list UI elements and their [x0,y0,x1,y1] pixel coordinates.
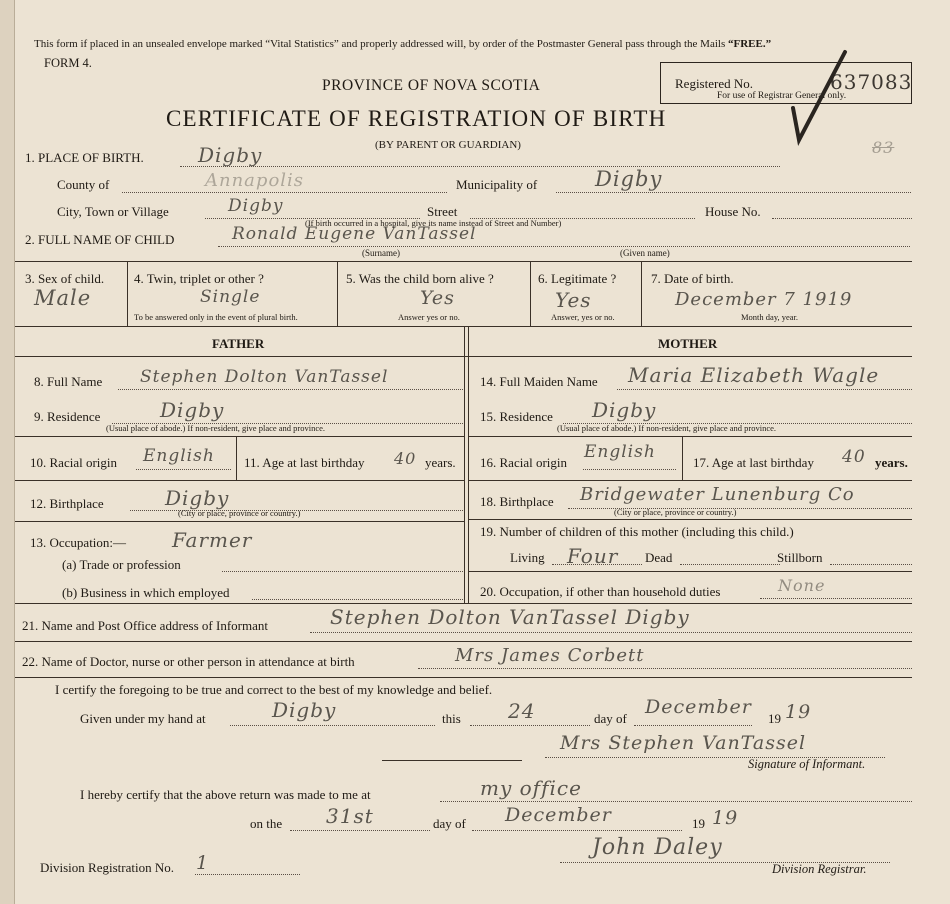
divider [682,436,683,480]
legitimate-note: Answer, yes or no. [551,312,615,322]
informant-signature: Mrs Stephen VanTassel [560,732,807,754]
registrar-month-line [472,830,682,831]
father-occupation-value: Farmer [172,528,253,552]
father-birthplace-note: (City or place, province or country.) [178,508,301,518]
notice-free: “FREE.” [727,38,772,50]
mother-name-label: 14. Full Maiden Name [480,374,598,389]
registrar-place-value: my office [480,776,582,800]
mother-occupation-label: 20. Occupation, if other than household duties [480,584,721,599]
divider [337,261,338,326]
given-year-value: 19 [785,701,812,723]
mother-age-label: 17. Age at last birthday [693,455,814,470]
place-of-birth-value: Digby [198,143,263,167]
father-heading: FATHER [212,336,265,351]
given-month-line [634,725,752,726]
dob-label: 7. Date of birth. [651,271,734,286]
dob-note: Month day, year. [741,312,799,322]
mailing-notice [34,38,771,50]
municipality-label: Municipality of [456,177,538,192]
mother-racial-value: English [584,442,656,462]
mother-residence-label: 15. Residence [480,409,553,424]
registrar-place-line [440,801,912,802]
mother-age-value: 40 [842,447,866,467]
mother-name-value: Maria Elizabeth Wagle [628,363,880,387]
page-title: CERTIFICATE OF REGISTRATION OF BIRTH [166,106,667,131]
twin-value: Single [200,287,261,307]
father-trade-label: (a) Trade or profession [62,557,181,572]
certify-statement: I certify the foregoing to be true and correct to the best of my knowledge and belief. [55,682,493,697]
divider [530,261,531,326]
mother-birthplace-note: (City or place, province or country.) [614,507,737,517]
father-trade-line [222,571,463,572]
child-name-value: Ronald Eugene VanTassel [232,224,477,244]
registered-no-label: Registered No. [675,76,753,91]
alive-label: 5. Was the child born alive ? [346,271,494,286]
registrar-day-of-label: day of [433,816,466,831]
mother-heading: MOTHER [658,336,718,351]
father-name-line [118,389,463,390]
on-the-label: on the [250,816,283,831]
street-label: Street [427,204,458,219]
father-name-value: Stephen Dolton VanTassel [140,367,389,387]
given-name-note: (Given name) [620,248,670,258]
mother-racial-label: 16. Racial origin [480,455,568,470]
living-value: Four [567,544,619,568]
attendant-label: 22. Name of Doctor, nurse or other person in attendance at birth [22,654,355,669]
page-subtitle: (BY PARENT OR GUARDIAN) [375,139,521,151]
stillborn-line [830,564,912,565]
attendant-line [418,668,912,669]
divider [15,603,912,604]
registration-number: 637083 [830,70,913,94]
living-label: Living [510,550,545,565]
divider [236,436,237,480]
dead-line [680,564,780,565]
year-prefix: 19 [768,711,781,726]
father-birthplace-value: Digby [165,486,230,510]
child-name-label: 2. FULL NAME OF CHILD [25,232,175,247]
this-label: this [442,711,461,726]
attendant-value: Mrs James Corbett [455,645,645,666]
mother-age-unit: years. [875,455,908,470]
informant-label: 21. Name and Post Office address of Informant [22,618,268,633]
alive-note: Answer yes or no. [398,312,460,322]
given-place-line [230,725,435,726]
place-of-birth-line [180,166,780,167]
street-note: (If birth occurred in a hospital, give its name instead of Street and Number) [305,218,562,228]
mother-residence-value: Digby [592,398,657,422]
sex-value: Male [34,286,92,310]
registrar-statement: I hereby certify that the above return was made to me at [80,787,371,802]
father-name-label: 8. Full Name [34,374,103,389]
registrar-day-line [290,830,430,831]
county-value: Annapolis [205,170,305,191]
father-residence-value: Digby [160,398,225,422]
stillborn-label: Stillborn [777,550,823,565]
father-racial-label: 10. Racial origin [30,455,118,470]
father-age-value: 40 [394,449,417,468]
given-day-line [470,725,590,726]
informant-signature-caption: Signature of Informant. [748,757,866,771]
divider [468,519,912,520]
divider [15,436,464,437]
alive-value: Yes [420,287,455,309]
city-value: Digby [228,196,284,216]
child-name-line [218,246,910,247]
notice-text: This form if placed in an unsealed envelope marked “Vital Statistics” and properly addressed will, by order of the Postmaster General pass through the Mails [34,38,726,50]
divider [641,261,642,326]
divider [464,326,465,603]
divider [15,521,464,522]
corner-mark: 83 [872,138,895,157]
father-age-unit: years. [425,455,456,470]
registrar-signature: John Daley [592,835,723,860]
mother-name-line [617,389,912,390]
father-occupation-label: 13. Occupation:— [30,535,127,550]
registrar-year-value: 19 [712,807,739,829]
county-label: County of [57,177,110,192]
informant-line [310,632,912,633]
sex-label: 3. Sex of child. [25,271,105,286]
twin-label: 4. Twin, triplet or other ? [134,271,264,286]
father-residence-note: (Usual place of abode.) If non-resident, give place and province. [106,423,326,433]
registrar-day-value: 31st [326,804,374,828]
mother-residence-note: (Usual place of abode.) If non-resident, give place and province. [557,423,777,433]
legitimate-label: 6. Legitimate ? [538,271,617,286]
house-no-label: House No. [705,204,761,219]
mother-birthplace-value: Bridgewater Lunenburg Co [580,484,855,505]
divider [127,261,128,326]
division-registration-value: 1 [196,852,210,874]
day-of-label: day of [594,711,627,726]
given-day-value: 24 [508,699,536,723]
father-business-line [252,599,463,600]
father-birthplace-label: 12. Birthplace [30,496,104,511]
divider [468,571,912,572]
given-month-value: December [645,696,752,718]
mother-racial-line [583,469,676,470]
divider [15,641,912,642]
city-label: City, Town or Village [57,204,169,219]
check-mark-icon [785,48,855,148]
place-of-birth-label: 1. PLACE OF BIRTH. [25,150,144,165]
divider [468,436,912,437]
division-registration-line [195,874,300,875]
dob-value: December 7 1919 [675,289,853,310]
house-no-line [772,218,912,219]
registrar-caption: Division Registrar. [772,862,867,876]
father-business-label: (b) Business in which employed [62,585,230,600]
divider [15,677,912,678]
county-line [122,192,447,193]
registrar-note: For use of Registrar General only. [717,91,847,101]
page-edge [0,0,15,904]
divider [15,356,912,357]
mother-birthplace-label: 18. Birthplace [480,494,554,509]
municipality-line [556,192,911,193]
divider [468,480,912,481]
legitimate-value: Yes [555,288,592,312]
divider [15,480,464,481]
father-racial-line [136,469,231,470]
divider [382,760,522,761]
given-place-value: Digby [272,698,337,722]
province-heading: PROVINCE OF NOVA SCOTIA [322,77,541,94]
form-number: FORM 4. [44,56,92,70]
division-registration-label: Division Registration No. [40,860,174,875]
municipality-value: Digby [595,167,663,191]
surname-note: (Surname) [362,248,400,258]
father-residence-label: 9. Residence [34,409,101,424]
mother-occupation-line [760,598,912,599]
divider [468,326,469,603]
divider [15,261,912,262]
children-count-label: 19. Number of children of this mother (including this child.) [480,524,794,539]
mother-occupation-value: None [778,576,826,595]
informant-value: Stephen Dolton VanTassel Digby [330,605,690,629]
father-racial-value: English [143,446,215,466]
twin-note: To be answered only in the event of plural birth. [134,312,298,322]
registrar-month-value: December [505,804,612,826]
father-age-label: 11. Age at last birthday [244,455,365,470]
dead-label: Dead [645,550,673,565]
given-label: Given under my hand at [80,711,206,726]
registrar-year-prefix: 19 [692,816,705,831]
